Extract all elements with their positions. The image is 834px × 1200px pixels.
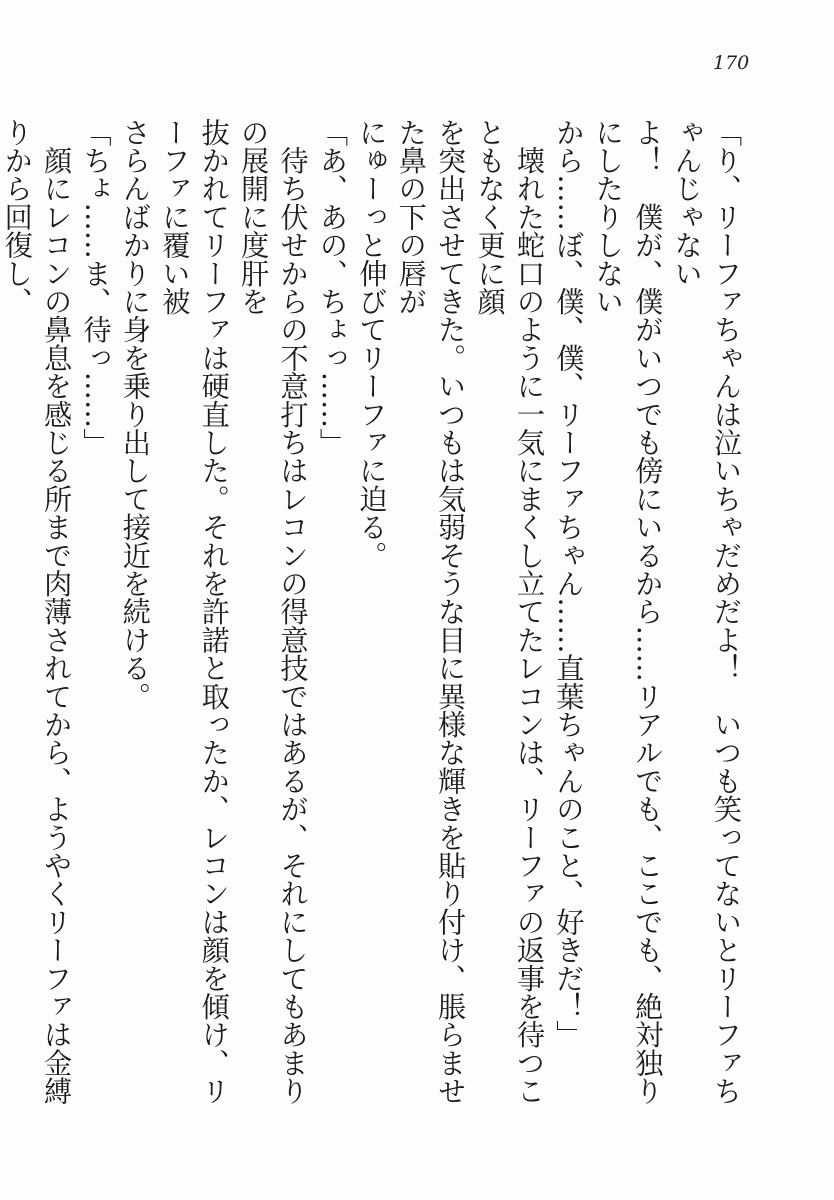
text-line: さらんばかりに身を乗り出して接近を続ける。 xyxy=(118,118,152,711)
text-line: 壊れた蛇口のように一気にまくし立てたレコンは、リーファの返事を待つこともなく更に顔 xyxy=(473,118,546,1105)
text-line: 「あ、あの、ちょっ……」 xyxy=(315,118,349,457)
text-line: 顔にレコンの鼻息を感じる所まで肉薄されてから、ようやくリーファは金縛りから回復し、 xyxy=(0,118,74,1105)
text-line: を突出させてきた。いつもは気弱そうな目に異様な輝きを貼り付け、脹らませた鼻の下の唇が xyxy=(394,118,468,1106)
text-line: 待ち伏せからの不意打ちはレコンの得意技ではあるが、それにしてもあまりの展開に度肝を xyxy=(237,118,310,1105)
text-line: よ！ 僕が、僕がいつでも傍にいるから……リアルでも、ここでも、絶対独りにしたりしない xyxy=(591,118,665,1105)
page-number: 170 xyxy=(713,52,750,74)
text-line: 「ちょ……ま、待っ……」 xyxy=(79,118,113,457)
text-line: 抜かれてリーファは硬直した。それを許諾と取ったか、レコンは顔を傾け、リーファに覆い被 xyxy=(158,118,231,1105)
text-line: にゅーっと伸びてリーファに迫る。 xyxy=(355,118,389,570)
text-line: から……ぼ、僕、僕、リーファちゃん……直葉ちゃんのこと、好きだ！」 xyxy=(552,118,586,1049)
text-line: 「り、リーファちゃんは泣いちゃだめだよ！ いつも笑ってないとリーファちゃんじゃない xyxy=(670,118,743,1105)
body-text xyxy=(0,118,746,1118)
